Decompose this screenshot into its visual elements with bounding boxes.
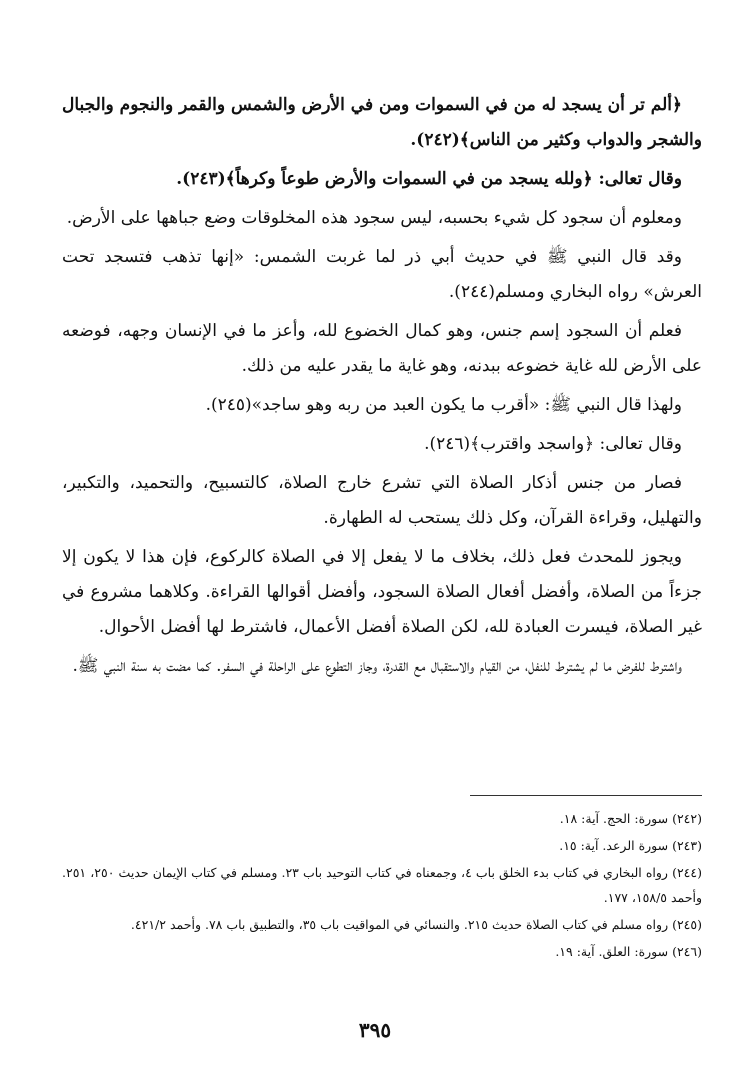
page-number: ٣٩٥ [358, 1018, 392, 1042]
text-paragraph: وقد قال النبي ﷺ في حديث أبي ذر لما غربت الشمس: «إنها تذهب فتسجد تحت العرش» رواه البخاري ومسلم(٢٤٤). [62, 247, 702, 302]
footnote: (٢٤٢) سورة: الحج. آية: ١٨. [559, 811, 702, 826]
verse-paragraph: ﴿ألم تر أن يسجد له من في السموات ومن في الأرض والشمس والقمر والنجوم والجبال والشجر والدواب وكثير من الناس﴾(٢٤٢). [62, 95, 702, 150]
footnote: (٢٤٣) سورة الرعد. آية: ١٥. [559, 838, 702, 853]
main-text [62, 88, 702, 688]
text-paragraph: فعلم أن السجود إسم جنس، وهو كمال الخضوع لله، وأعز ما في الإنسان وجهه، فوضعه على الأرض لله غاية خضوعه ببدنه، وهو غاية ما يقدر عليه من ذلك. [62, 321, 702, 376]
text-paragraph: فصار من جنس أذكار الصلاة التي تشرع خارج الصلاة، كالتسبيح، والتحميد، والتكبير، والتهليل، وقراءة القرآن، وكل ذلك يستحب له الطهارة. [62, 473, 702, 528]
text-paragraph: ومعلوم أن سجود كل شيء بحسبه، ليس سجود هذه المخلوقات وضع جباهها على الأرض. [66, 208, 682, 228]
text-paragraph: وقال تعالى: ﴿واسجد واقترب﴾(٢٤٦). [424, 434, 682, 454]
verse-paragraph: وقال تعالى: ﴿ولله يسجد من في السموات والأرض طوعاً وكرهاً﴾(٢٤٣). [176, 169, 682, 189]
footnotes [62, 806, 702, 966]
footnote: (٢٤٤) رواه البخاري في كتاب بدء الخلق باب ٤، وجمعناه في كتاب التوحيد باب ٢٣. ومسلم في كتاب الإيمان حديث ٢٥٠، ٢٥١. وأحمد ١٥٨/٥، ١٧٧. [62, 865, 703, 905]
footnote-separator [470, 795, 702, 796]
footnote: (٢٤٥) رواه مسلم في كتاب الصلاة حديث ٢١٥. والنسائي في المواقيت باب ٣٥، والتطبيق باب ٧٨. وأحمد ٤٢١/٢. [130, 917, 702, 932]
text-paragraph: ويجوز للمحدث فعل ذلك، بخلاف ما لا يفعل إلا في الصلاة كالركوع، فإن هذا لا يكون إلا جزءاً من الصلاة، وأفضل أفعال الصلاة السجود، وأفضل أقوالها القراءة. وكلاهما مشروع في غير الصلاة، فيسرت العبادة لله، لكن الصلاة أفضل الأعمال، فاشترط لها أفضل الأحوال. [62, 547, 702, 637]
text-paragraph: ولهذا قال النبي ﷺ: «أقرب ما يكون العبد من ربه وهو ساجد»(٢٤٥). [205, 395, 682, 415]
footnote: (٢٤٦) سورة: العلق. آية: ١٩. [555, 944, 702, 959]
text-paragraph: واشترط للفرض ما لم يشترط للنفل، من القيام والاستقبال مع القدرة، وجاز التطوع على الراحلة في السفر. كما مضت به سنة النبي ﷺ. [72, 656, 682, 676]
